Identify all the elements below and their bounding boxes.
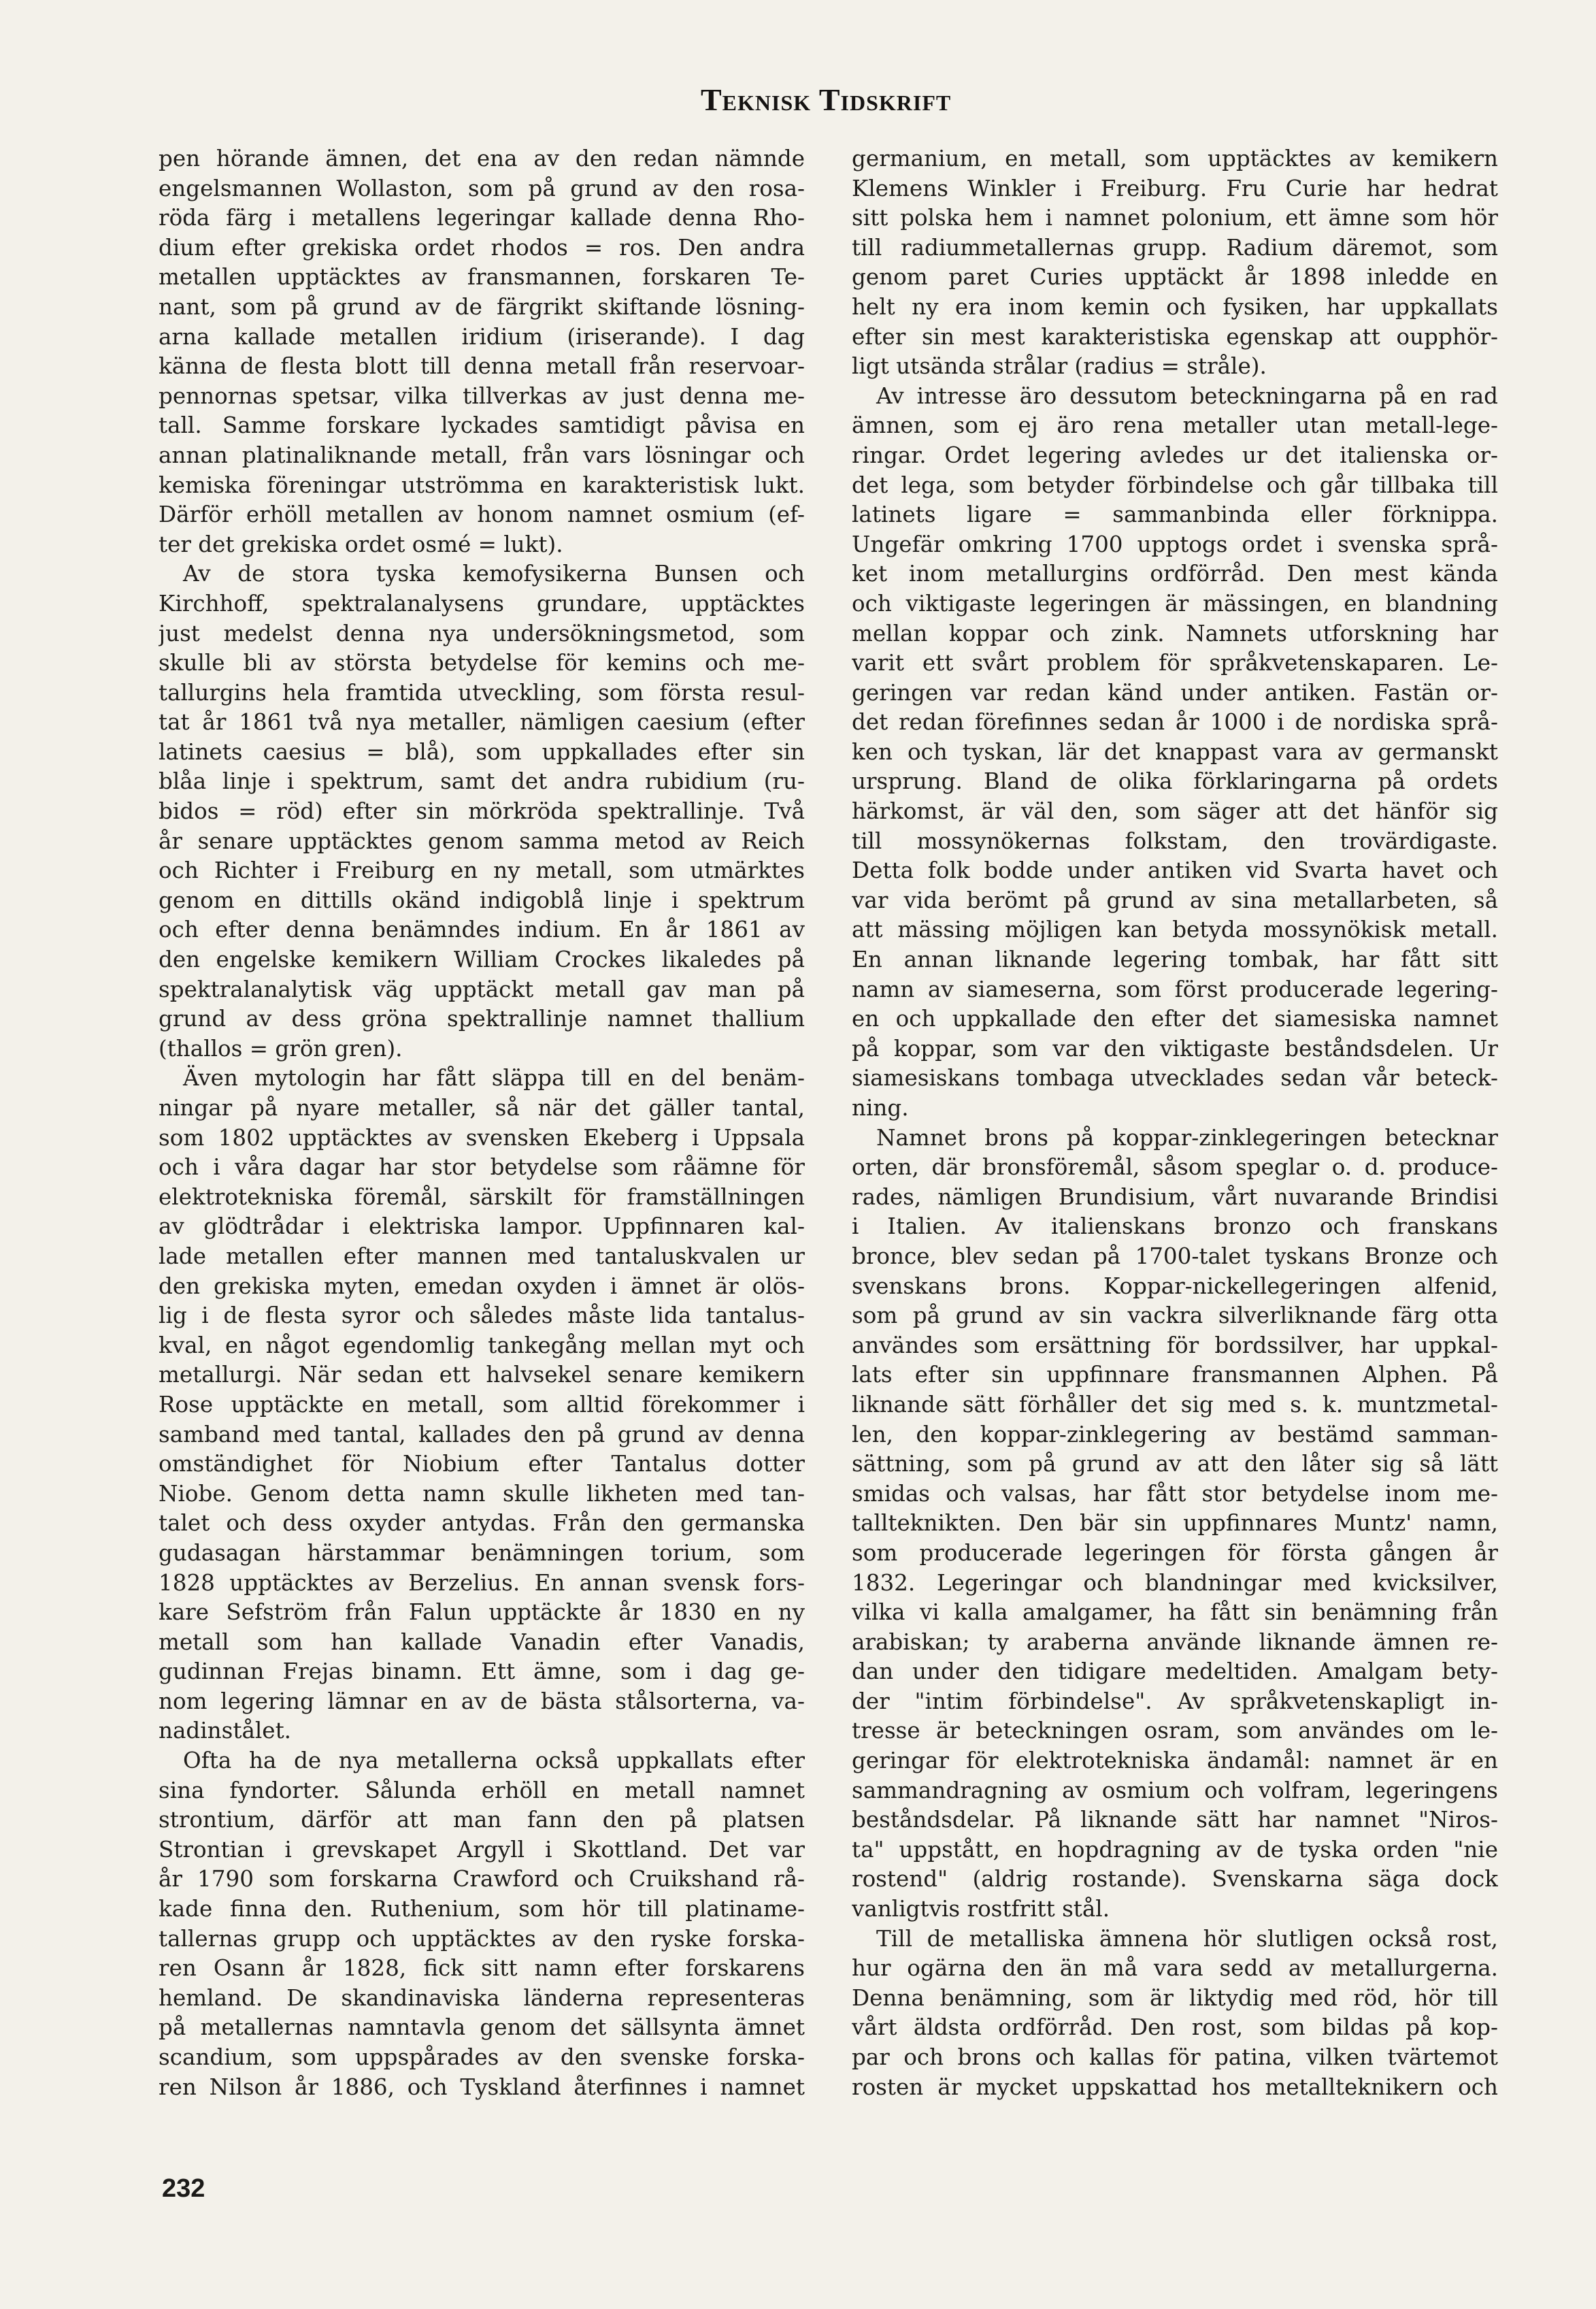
text-line: elektrotekniska föremål, särskilt för framställningen <box>159 1183 805 1210</box>
text-line: sina fyndorter. Sålunda erhöll en metall namnet <box>159 1777 805 1803</box>
text-line: metall som han kallade Vanadin efter Vanadis, <box>159 1628 805 1655</box>
text-line: beståndsdelar. På liknande sätt har namnet "Niros- <box>852 1807 1498 1833</box>
text-line: ämnen, som ej äro rena metaller utan metall-lege- <box>852 412 1498 439</box>
text-line: kval, en något egendomlig tankegång mellan myt och <box>159 1332 805 1358</box>
text-line: pennornas spetsar, vilka tillverkas av just denna me- <box>159 382 805 409</box>
journal-masthead: Teknisk Tidskrift <box>701 82 952 117</box>
text-line: och efter denna benämndes indium. En år 1861 av <box>159 917 805 943</box>
text-line: ta" uppstått, en hopdragning av de tyska orden "nie <box>852 1836 1498 1863</box>
text-line: som producerade legeringen för första gången år <box>852 1539 1498 1566</box>
text-line: arna kallade metallen iridium (iriserande). I dag <box>159 323 805 350</box>
text-line: germanium, en metall, som upptäcktes av kemikern <box>852 146 1498 171</box>
text-line: och Richter i Freiburg en ny metall, som utmärktes <box>159 857 805 884</box>
text-line: blåa linje i spektrum, samt det andra rubidium (ru- <box>159 768 805 795</box>
text-line: nadinstålet. <box>159 1718 292 1744</box>
text-line: ringar. Ordet legering avledes ur det italienska or- <box>852 442 1498 468</box>
text-line: tall. Samme forskare lyckades samtidigt påvisa en <box>159 412 805 439</box>
text-line: mellan koppar och zink. Namnets utforskning har <box>852 620 1498 646</box>
text-line: 1832. Legeringar och blandningar med kvicksilver, <box>852 1569 1498 1596</box>
text-line: Av intresse äro dessutom beteckningarna på en rad <box>876 382 1498 409</box>
text-line: Detta folk bodde under antiken vid Svarta havet och <box>852 857 1498 884</box>
text-line: tallurgins hela framtida utveckling, som första resul- <box>159 679 805 706</box>
text-line: röda färg i metallens legeringar kallade denna Rho- <box>159 205 805 231</box>
text-line: av glödtrådar i elektriska lampor. Uppfinnaren kal- <box>159 1213 805 1240</box>
text-line: på metallernas namntavla genom det sällsynta ämnet <box>159 2014 805 2041</box>
text-line: vanligtvis rostfritt stål. <box>852 1896 1110 1922</box>
text-line: till mossynökernas folkstam, den trovärdigaste. <box>852 828 1498 854</box>
text-line: kare Sefström från Falun upptäckte år 1830 en ny <box>159 1599 805 1626</box>
text-line: den grekiska myten, emedan oxyden i ämnet är olös- <box>159 1273 805 1299</box>
text-line: nom legering lämnar en av de bästa stålsorterna, va- <box>159 1688 805 1714</box>
text-line: på koppar, som var den viktigaste beståndsdelen. Ur <box>852 1035 1498 1062</box>
text-line: Ofta ha de nya metallerna också uppkallats efter <box>183 1748 805 1774</box>
text-line: känna de flesta blott till denna metall från reservoar- <box>159 353 805 380</box>
text-line: Niobe. Genom detta namn skulle likheten med tan- <box>159 1480 805 1507</box>
text-line: och i våra dagar har stor betydelse som råämne för <box>159 1154 805 1181</box>
text-line: lig i de flesta syror och således måste lida tantalus- <box>159 1303 805 1329</box>
text-line: som på grund av sin vackra silverliknande färg otta <box>852 1303 1498 1329</box>
text-line: dium efter grekiska ordet rhodos = ros. Den andra <box>159 234 805 261</box>
text-line: rosten är mycket uppskattad hos metallteknikern och <box>852 2074 1498 2100</box>
text-line: len, den koppar-zinklegering av bestämd samman- <box>852 1421 1498 1447</box>
text-line: lats efter sin uppfinnare fransmannen Alphen. På <box>852 1362 1498 1388</box>
text-line: latinets ligare = sammanbinda eller förknippa. <box>852 502 1498 528</box>
text-line: sättning, som på grund av att den låter sig så lätt <box>852 1451 1498 1477</box>
text-line: år 1790 som forskarna Crawford och Cruikshand rå- <box>159 1866 805 1893</box>
text-line: spektralanalytisk väg upptäckt metall gav man på <box>159 976 805 1002</box>
text-line: ning. <box>852 1095 909 1121</box>
text-line: rades, nämligen Brundisium, vårt nuvarande Brindisi <box>852 1183 1498 1210</box>
text-line: kemiska föreningar utströmma en karakteristisk lukt. <box>159 472 805 498</box>
text-line: hemland. De skandinaviska länderna representeras <box>159 1984 805 2011</box>
text-line: tallernas grupp och upptäcktes av den ryske forska- <box>159 1925 805 1952</box>
text-line: Av de stora tyska kemofysikerna Bunsen och <box>183 561 805 587</box>
text-line: tresse är beteckningen osram, som användes om le- <box>852 1718 1498 1744</box>
text-line: härkomst, är väl den, som säger att det hänför sig <box>852 798 1498 825</box>
text-line: rostend" (aldrig rostande). Svenskarna säga dock <box>852 1866 1498 1893</box>
text-line: som 1802 upptäcktes av svensken Ekeberg i Uppsala <box>159 1124 805 1151</box>
text-line: grund av dess gröna spektrallinje namnet thallium <box>159 1006 805 1032</box>
text-line: till radiummetallernas grupp. Radium däremot, som <box>852 234 1498 261</box>
text-line: der "intim förbindelse". Av språkvetenskapligt in- <box>852 1688 1498 1714</box>
text-line: Kirchhoff, spektralanalysens grundare, upptäcktes <box>159 590 805 617</box>
text-line: metallurgi. När sedan ett halvsekel senare kemikern <box>159 1362 805 1388</box>
text-line: strontium, därför att man fann den på platsen <box>159 1807 805 1833</box>
text-line: smidas och valsas, har fått stor betydelse inom me- <box>852 1480 1498 1507</box>
text-line: ursprung. Bland de olika förklaringarna på ordets <box>852 768 1498 795</box>
text-line: just medelst denna nya undersökningsmetod, som <box>159 620 805 646</box>
text-line: skulle bli av största betydelse för kemins och me- <box>159 650 805 676</box>
text-line: annan platinaliknande metall, från vars lösningar och <box>159 442 805 468</box>
text-line: ningar på nyare metaller, så när det gäller tantal, <box>159 1095 805 1121</box>
text-line: talet och dess oxyder antydas. Från den germanska <box>159 1510 805 1537</box>
text-line: metallen upptäcktes av fransmannen, forskaren Te- <box>159 264 805 291</box>
text-line: ter det grekiska ordet osmé = lukt). <box>159 531 563 557</box>
text-line: ket inom metallurgins ordförråd. Den mest kända <box>852 561 1498 587</box>
text-line: par och brons och kallas för patina, vilken tvärtemot <box>852 2044 1498 2070</box>
text-line: tallteknikten. Den bär sin uppfinnares Muntz' namn, <box>852 1510 1498 1537</box>
text-line: tat år 1861 två nya metaller, nämligen caesium (efter <box>159 709 805 736</box>
text-line: kade finna den. Ruthenium, som hör till platiname- <box>159 1896 805 1922</box>
text-line: det redan förefinnes sedan år 1000 i de nordiska språ- <box>852 709 1498 736</box>
text-line: namn av siameserna, som först producerade legering- <box>852 976 1498 1002</box>
text-line: liknande sätt förhåller det sig med s. k. muntzmetal- <box>852 1391 1498 1418</box>
text-line: sitt polska hem i namnet polonium, ett ämne som hör <box>852 205 1498 231</box>
text-line: samband med tantal, kallades den på grund av denna <box>159 1421 805 1447</box>
text-line: Ungefär omkring 1700 upptogs ordet i svenska språ- <box>852 531 1498 557</box>
text-line: helt ny era inom kemin och fysiken, har uppkallats <box>852 293 1498 320</box>
text-line: ren Nilson år 1886, och Tyskland återfinnes i namnet <box>159 2074 805 2100</box>
text-line: pen hörande ämnen, det ena av den redan nämnde <box>159 146 805 171</box>
text-line: ren Osann år 1828, fick sitt namn efter forskarens <box>159 1955 805 1982</box>
text-line: En annan liknande legering tombak, har fått sitt <box>852 947 1498 973</box>
text-line: scandium, som uppspårades av den svenske forska- <box>159 2044 805 2070</box>
text-line: bronce, blev sedan på 1700-talet tyskans Bronze och <box>852 1243 1498 1269</box>
text-line: år senare upptäcktes genom samma metod av Reich <box>159 828 805 854</box>
text-line: vårt äldsta ordförråd. Den rost, som bildas på kop- <box>852 2014 1498 2041</box>
text-line: nant, som på grund av de färgrikt skiftande lösning- <box>159 293 805 320</box>
text-line: arabiskan; ty araberna använde liknande ämnen re- <box>852 1628 1498 1655</box>
text-line: varit ett svårt problem för språkvetenskaparen. Le- <box>852 650 1498 676</box>
text-line: och viktigaste legeringen är mässingen, en blandning <box>852 590 1498 617</box>
text-line: Strontian i grevskapet Argyll i Skottland. Det var <box>159 1836 805 1863</box>
text-line: Till de metalliska ämnena hör slutligen också rost, <box>876 1925 1498 1952</box>
text-line: efter sin mest karakteristiska egenskap att oupphör- <box>852 323 1498 350</box>
text-line: en och uppkallade den efter det siamesiska namnet <box>852 1006 1498 1032</box>
text-line: den engelske kemikern William Crockes likaledes på <box>159 947 805 973</box>
text-line: dan under den tidigare medeltiden. Amalgam bety- <box>852 1658 1498 1685</box>
text-line: (thallos = grön gren). <box>159 1035 403 1062</box>
text-line: omständighet för Niobium efter Tantalus dotter <box>159 1451 805 1477</box>
text-line: Namnet brons på koppar-zinklegeringen betecknar <box>876 1124 1498 1151</box>
left-text-column <box>159 144 805 2102</box>
text-line: engelsmannen Wollaston, som på grund av den rosa- <box>159 175 805 201</box>
text-line: bidos = röd) efter sin mörkröda spektrallinje. Två <box>159 798 805 825</box>
text-line: orten, där bronsföremål, såsom speglar o. d. produce- <box>852 1154 1498 1181</box>
text-line: i Italien. Av italienskans bronzo och franskans <box>852 1213 1498 1240</box>
page-number: 232 <box>162 2174 205 2203</box>
text-line: genom paret Curies upptäckt år 1898 inledde en <box>852 264 1498 291</box>
text-line: Rose upptäckte en metall, som alltid förekommer i <box>159 1391 805 1418</box>
text-line: Även mytologin har fått släppa till en del benäm- <box>183 1065 805 1092</box>
text-line: geringen var redan känd under antiken. Fastän or- <box>852 679 1498 706</box>
text-line: var vida berömt på grund av sina metallarbeten, så <box>852 887 1498 913</box>
text-line: siamesiskans tombaga utvecklades sedan vår beteck- <box>852 1065 1498 1092</box>
text-line: svenskans brons. Koppar-nickellegeringen alfenid, <box>852 1273 1498 1299</box>
text-line: Därför erhöll metallen av honom namnet osmium (ef- <box>159 502 805 528</box>
text-line: lade metallen efter mannen med tantaluskvalen ur <box>159 1243 805 1269</box>
text-line: användes som ersättning för bordssilver, har uppkal- <box>852 1332 1498 1358</box>
text-line: geringar för elektrotekniska ändamål: namnet är en <box>852 1748 1498 1774</box>
text-line: ken och tyskan, lär det knappast vara av germanskt <box>852 738 1498 765</box>
text-line: vilka vi kalla amalgamer, ha fått sin benämning från <box>852 1599 1498 1626</box>
text-line: hur ogärna den än må vara sedd av metallurgerna. <box>852 1955 1498 1982</box>
text-line: latinets caesius = blå), som uppkallades efter sin <box>159 738 805 765</box>
text-line: Denna benämning, som är liktydig med röd, hör till <box>852 1984 1498 2011</box>
right-text-column <box>852 144 1498 2102</box>
text-line: 1828 upptäcktes av Berzelius. En annan svensk fors- <box>159 1569 805 1596</box>
text-line: genom en dittills okänd indigoblå linje i spektrum <box>159 887 805 913</box>
text-line: Klemens Winkler i Freiburg. Fru Curie har hedrat <box>852 175 1498 201</box>
text-line: det lega, som betyder förbindelse och går tillbaka till <box>852 472 1498 498</box>
text-line: sammandragning av osmium och volfram, legeringens <box>852 1777 1498 1803</box>
text-line: gudasagan härstammar benämningen torium, som <box>159 1539 805 1566</box>
text-line: gudinnan Frejas binamn. Ett ämne, som i dag ge- <box>159 1658 805 1685</box>
text-line: att mässing möjligen kan betyda mossynökisk metall. <box>852 917 1498 943</box>
text-line: ligt utsända strålar (radius = stråle). <box>852 353 1267 380</box>
